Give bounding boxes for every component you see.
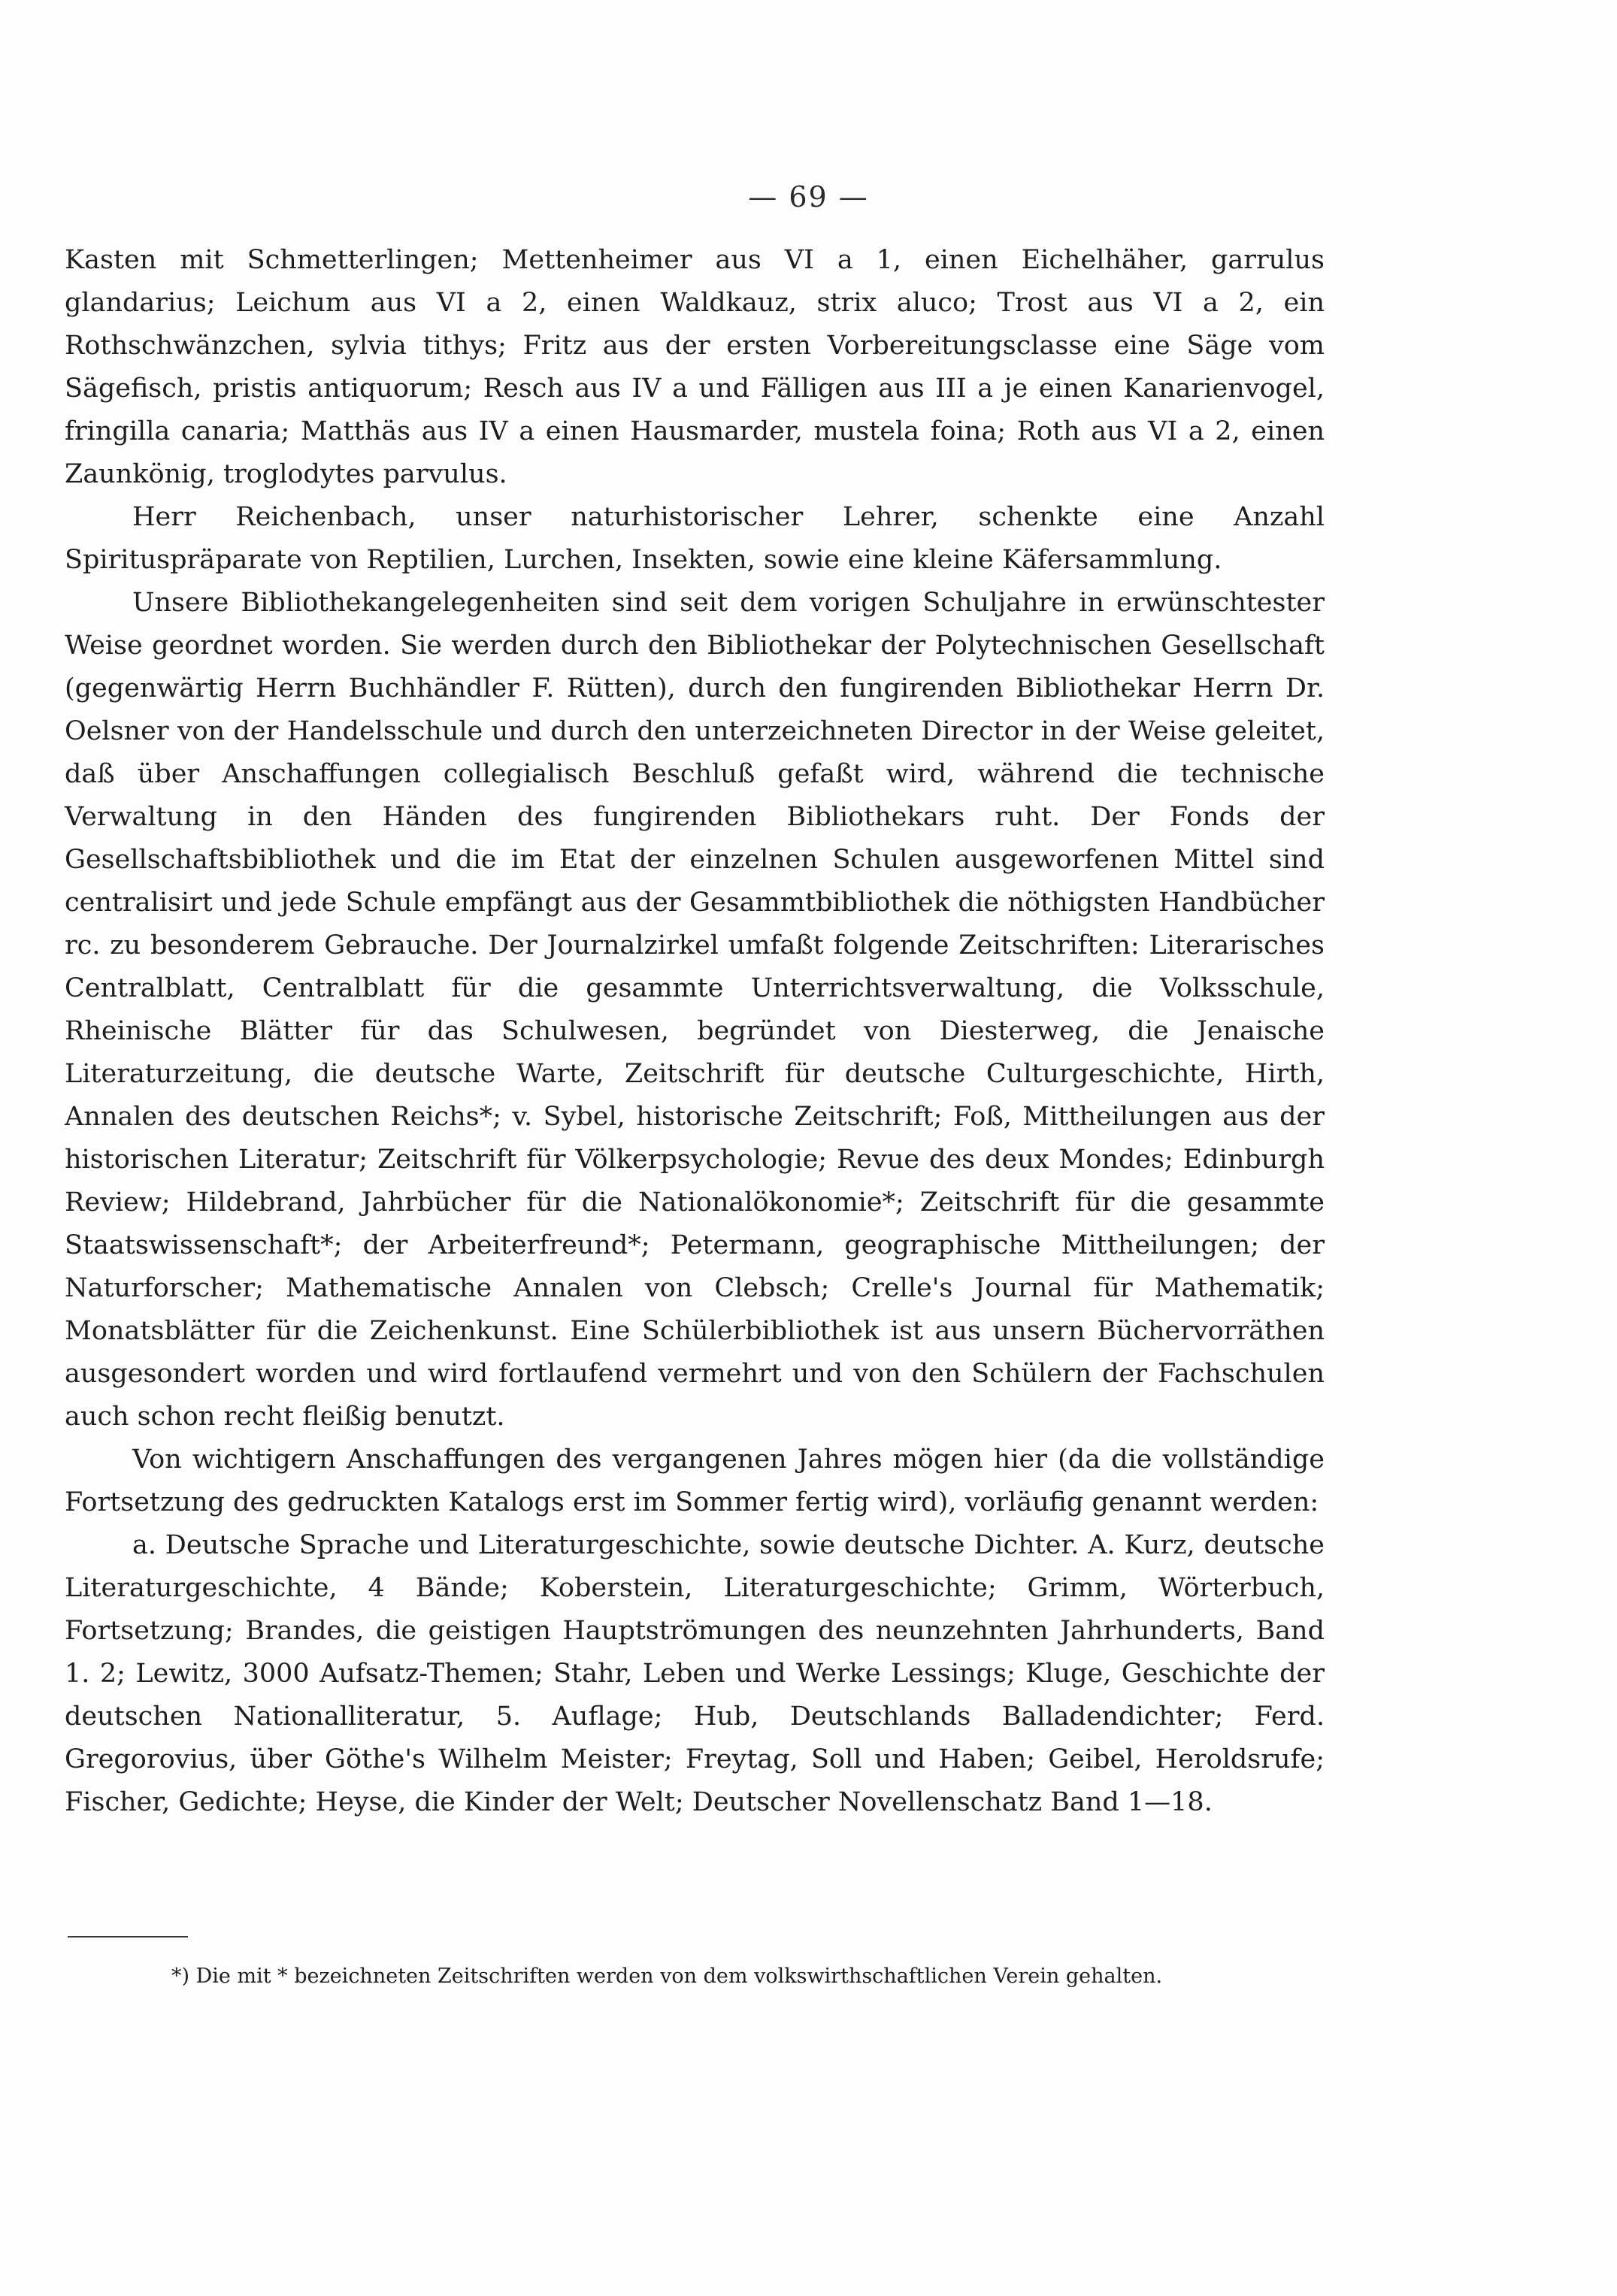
page-number: — 69 — [748, 180, 869, 213]
footnote-divider [68, 1936, 188, 1938]
footnote: *) Die mit * bezeichneten Zeitschriften werden von dem volkswirthschaftlichen Verein gehalten. [171, 1965, 1163, 1988]
body-text [65, 239, 1325, 1824]
paragraph-acquisitions-german: a. Deutsche Sprache und Literaturgeschichte, sowie deutsche Dichter. A. Kurz, deutsche Literaturgeschichte, 4 Bände; Koberstein, Literaturgeschichte; Grimm, Wörterbuch, Fortsetzung; Brandes, die geistigen Hauptströmungen des neunzehnten Jahrhunderts, Band 1. 2; Lewitz, 3000 Aufsatz-Themen; Stahr, Leben und Werke Lessings; Kluge, Geschichte der deutschen Nationalliteratur, 5. Auflage; Hub, Deutschlands Balladendichter; Ferd. Gregorovius, über Göthe's Wilhelm Meister; Freytag, Soll und Haben; Geibel, Heroldsrufe; Fischer, Gedichte; Heyse, die Kinder der Welt; Deutscher Novellenschatz Band 1—18. [65, 1530, 1325, 1817]
paragraph-reichenbach: Herr Reichenbach, unser naturhistorischer Lehrer, schenkte eine Anzahl Spirituspräparate von Reptilien, Lurchen, Insekten, sowie eine kleine Käfersammlung. [65, 502, 1325, 575]
paragraph-library: Unsere Bibliothekangelegenheiten sind seit dem vorigen Schuljahre in erwünschtester Weise geordnet worden. Sie werden durch den Bibliothekar der Polytechnischen Gesellschaft (gegenwärtig Herrn Buchhändler F. Rütten), durch den fungirenden Bibliothekar Herrn Dr. Oelsner von der Handelsschule und durch den unterzeichneten Director in der Weise geleitet, daß über Anschaffungen collegialisch Beschluß gefaßt wird, während die technische Verwaltung in den Händen des fungirenden Bibliothekars ruht. Der Fonds der Gesellschaftsbibliothek und die im Etat der einzelnen Schulen ausgeworfenen Mittel sind centralisirt und jede Schule empfängt aus der Gesammtbibliothek die nöthigsten Handbücher rc. zu besonderem Gebrauche. Der Journalzirkel umfaßt folgende Zeitschriften: Literarisches Centralblatt, Centralblatt für die gesammte Unterrichtsverwaltung, die Volksschule, Rheinische Blätter für das Schulwesen, begründet von Diesterweg, die Jenaische Literaturzeitung, die deutsche Warte, Zeitschrift für deutsche Culturgeschichte, Hirth, Annalen des deutschen Reichs*; v. Sybel, historische Zeitschrift; Foß, Mittheilungen aus der historischen Literatur; Zeitschrift für Völkerpsychologie; Revue des deux Mondes; Edinburgh Review; Hildebrand, Jahrbücher für die Nationalökonomie*; Zeitschrift für die gesammte Staatswissenschaft*; der Arbeiterfreund*; Petermann, geographische Mittheilungen; der Naturforscher; Mathematische Annalen von Clebsch; Crelle's Journal für Mathematik; Monatsblätter für die Zeichenkunst. Eine Schülerbibliothek ist aus unsern Büchervorräthen ausgesondert worden und wird fortlaufend vermehrt und von den Schülern der Fachschulen auch schon recht fleißig benutzt. [65, 588, 1325, 1432]
paragraph-acquisitions-intro: Von wichtigern Anschaffungen des vergangenen Jahres mögen hier (da die vollständige Fortsetzung des gedruckten Katalogs erst im Sommer fertig wird), vorläufig genannt werden: [65, 1444, 1325, 1517]
paragraph-donations-animals: Kasten mit Schmetterlingen; Mettenheimer aus VI a 1, einen Eichelhäher, garrulus glandarius; Leichum aus VI a 2, einen Waldkauz, strix aluco; Trost aus VI a 2, ein Rothschwänzchen, sylvia tithys; Fritz aus der ersten Vorbereitungsclasse eine Säge vom Sägefisch, pristis antiquorum; Resch aus IV a und Fälligen aus III a je einen Kanarienvogel, fringilla canaria; Matthäs aus IV a einen Hausmarder, mustela foina; Roth aus VI a 2, einen Zaunkönig, troglodytes parvulus. [65, 245, 1325, 489]
